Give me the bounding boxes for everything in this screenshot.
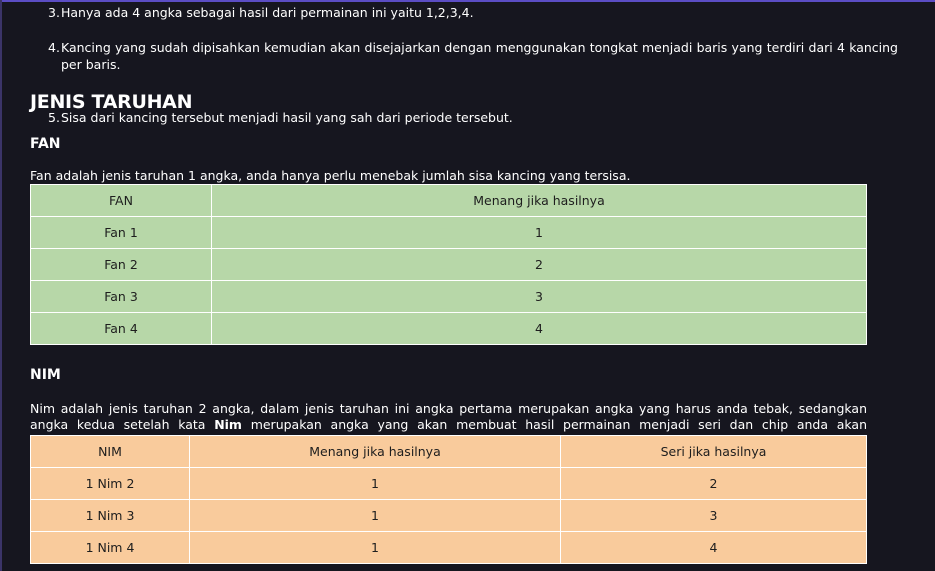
table-row — [31, 281, 867, 313]
table-header-cell: Seri jika hasilnya — [561, 436, 867, 468]
list-item-number: 3. — [48, 5, 60, 20]
table-cell: 2 — [212, 249, 867, 281]
list-item-number: 5. — [48, 110, 60, 125]
table-cell: 1 — [190, 500, 561, 532]
table-cell: Fan 3 — [31, 281, 212, 313]
table-cell: 1 Nim 3 — [31, 500, 190, 532]
article-content — [30, 0, 898, 555]
table-row — [31, 217, 867, 249]
nim-description-start: Nim adalah jenis taruhan 2 angka, dalam jenis taruhan ini angka pertama merupakan angka yang harus anda tebak, sedangkan angka kedua setelah kata — [30, 401, 867, 432]
table-header-cell: NIM — [31, 436, 190, 468]
table-cell: 2 — [561, 468, 867, 500]
nim-description-end: merupakan angka yang akan membuat hasil permainan menjadi seri dan chip anda akan — [250, 417, 868, 432]
list-item-text: Sisa dari kancing tersebut menjadi hasil yang sah dari periode tersebut. — [61, 110, 513, 125]
table-row — [31, 468, 867, 500]
table-cell: 1 Nim 4 — [31, 532, 190, 564]
table-cell: 4 — [561, 532, 867, 564]
table-cell: Fan 4 — [31, 313, 212, 345]
table-cell: 1 — [212, 217, 867, 249]
list-item — [30, 4, 898, 21]
table-header-cell: Menang jika hasilnya — [190, 436, 561, 468]
table-row — [31, 313, 867, 345]
table-cell: 3 — [561, 500, 867, 532]
table-header-row — [31, 436, 867, 468]
nim-table — [30, 435, 867, 564]
list-item — [30, 39, 898, 73]
list-item-text: Hanya ada 4 angka sebagai hasil dari permainan ini yaitu 1,2,3,4. — [61, 5, 474, 20]
table-header-cell: FAN — [31, 185, 212, 217]
list-item-number: 4. — [48, 40, 60, 55]
fan-description: Fan adalah jenis taruhan 1 angka, anda hanya perlu menebak jumlah sisa kancing yang tersisa. — [30, 168, 631, 183]
fan-heading: FAN — [30, 136, 61, 152]
nim-keyword: Nim — [214, 417, 242, 432]
table-cell: 4 — [212, 313, 867, 345]
list-item-text: Kancing yang sudah dipisahkan kemudian akan disejajarkan dengan menggunakan tongkat menjadi baris yang terdiri dari 4 kancing per baris. — [61, 40, 898, 72]
table-cell: 1 — [190, 532, 561, 564]
table-row — [31, 249, 867, 281]
table-row — [31, 532, 867, 564]
table-cell: 3 — [212, 281, 867, 313]
nim-heading: NIM — [30, 367, 61, 383]
fan-table — [30, 184, 867, 345]
table-header-row — [31, 185, 867, 217]
table-row — [31, 500, 867, 532]
left-divider — [0, 0, 2, 571]
table-cell: Fan 2 — [31, 249, 212, 281]
table-header-cell: Menang jika hasilnya — [212, 185, 867, 217]
table-cell: 1 — [190, 468, 561, 500]
table-cell: 1 Nim 2 — [31, 468, 190, 500]
section-title: JENIS TARUHAN — [30, 91, 193, 113]
table-cell: Fan 1 — [31, 217, 212, 249]
